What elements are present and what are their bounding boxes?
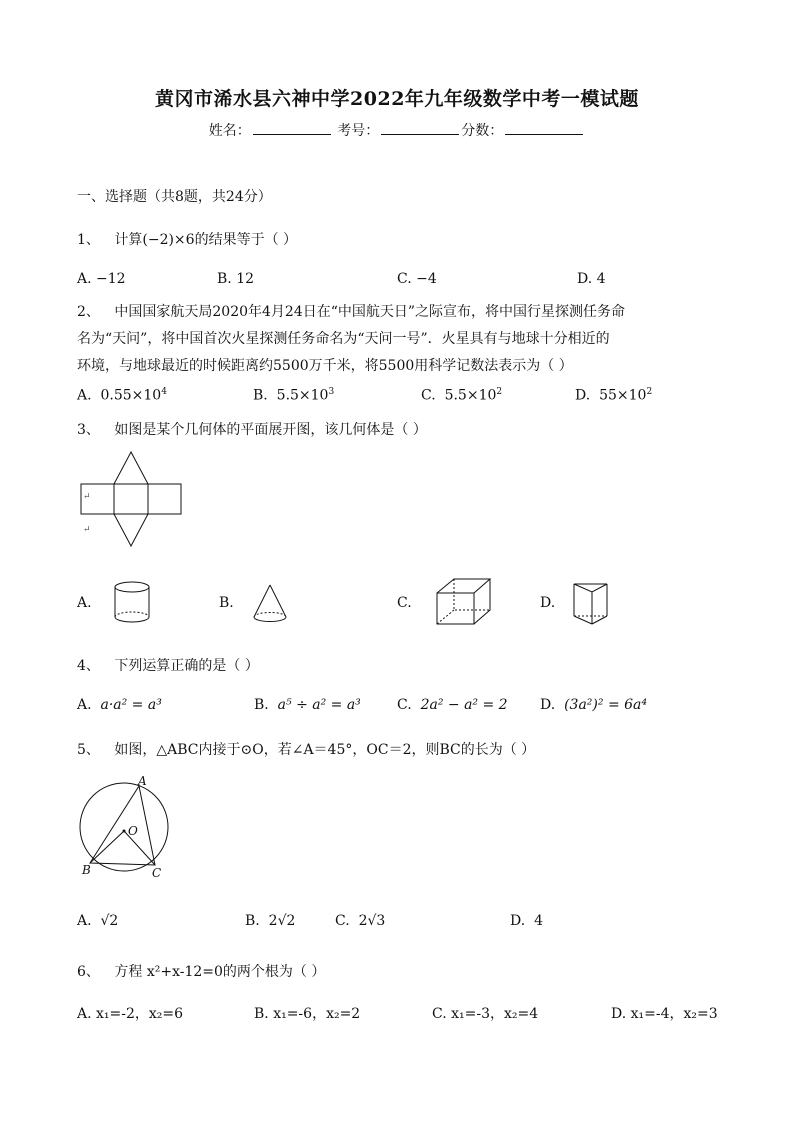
net-top-triangle	[114, 452, 148, 484]
name-blank[interactable]	[253, 120, 331, 135]
q2-number: 2、	[77, 304, 100, 320]
q4-option-d-expr: (3a²)² = 6a⁴	[564, 697, 647, 713]
q2-option-a-label: A.	[77, 387, 92, 404]
question-1	[77, 229, 297, 249]
return-mark-1: ↵	[83, 492, 91, 502]
q6-option-a[interactable]: A. x₁=-2，x₂=6	[77, 1006, 184, 1022]
q2-option-d-exp: 2	[646, 387, 653, 397]
q5-circle-figure	[78, 774, 188, 880]
q5-option-a-expr: √2	[100, 913, 119, 929]
net-rect-2	[114, 484, 148, 514]
q4-option-a[interactable]	[77, 697, 162, 713]
q2-option-a-exp: 4	[161, 387, 167, 397]
q6-option-c[interactable]: C. x₁=-3，x₂=4	[432, 1006, 539, 1022]
q5-option-b[interactable]	[245, 913, 295, 929]
q2-text-line-1: 中国国家航天局2020年4月24日在“中国航天日”之际宣布，将中国行星探测任务命	[114, 304, 626, 320]
q2-option-b-exp: 3	[328, 387, 335, 397]
q2-option-c[interactable]	[421, 387, 502, 404]
cube-icon	[436, 577, 496, 629]
q4-number: 4、	[77, 658, 100, 674]
question-4	[77, 655, 259, 675]
student-info-line	[0, 120, 794, 140]
q6-option-d[interactable]: D. x₁=-4，x₂=3	[611, 1006, 718, 1022]
q5-number: 5、	[77, 742, 100, 758]
q4-option-c-expr: 2a² − a² = 2	[420, 697, 508, 713]
q5-option-c-expr: 2√3	[358, 913, 386, 929]
q4-option-b-label: B.	[254, 697, 269, 713]
q2-text-line-3: 环境，与地球最近的时候距离约5500万千米，将5500用科学记数法表示为（ ）	[77, 358, 573, 374]
label-c: C	[152, 866, 162, 880]
q4-option-c-label: C.	[397, 697, 412, 713]
q5-option-d-label: D.	[510, 913, 526, 929]
q5-option-b-expr: 2√2	[268, 913, 296, 929]
q4-text: 下列运算正确的是（ ）	[114, 658, 259, 674]
q1-text-pre: 计算	[114, 232, 143, 248]
q5-option-c[interactable]	[335, 913, 385, 929]
q5-option-c-label: C.	[335, 913, 350, 929]
q2-option-a[interactable]	[77, 387, 167, 404]
q6-text: 方程 x²+x-12=0的两个根为（ ）	[114, 964, 326, 980]
q4-option-b-expr: a⁵ ÷ a² = a³	[277, 697, 361, 713]
q6-option-b[interactable]: B. x₁=-6，x₂=2	[254, 1006, 361, 1022]
q4-option-d[interactable]	[540, 697, 647, 713]
q2-option-b[interactable]	[253, 387, 334, 404]
exam-no-label: 考号：	[337, 123, 380, 139]
q5-option-d[interactable]	[510, 913, 543, 929]
q1-expression: (−2)×6	[142, 232, 195, 248]
net-bottom-triangle	[114, 514, 148, 546]
cylinder-icon	[114, 580, 154, 628]
q3-option-d[interactable]: D.	[540, 595, 556, 611]
q4-option-b[interactable]	[254, 697, 361, 713]
q2-text-line-2: 名为“天问”，将中国首次火星探测任务命名为“天问一号”．火星具有与地球十分相近的	[77, 331, 610, 347]
q2-option-d-label: D.	[575, 387, 591, 404]
q2-option-d-base: 55×10	[599, 387, 647, 404]
q5-text: 如图，△ABC内接于⊙O，若∠A＝45°，OC＝2，则BC的长为（ ）	[114, 742, 536, 758]
return-mark-2: ↵	[83, 525, 91, 535]
q1-text-post: 的结果等于（ ）	[194, 232, 298, 248]
q2-option-b-base: 5.5×10	[276, 387, 329, 404]
q1-option-c[interactable]: C. −4	[397, 271, 437, 287]
q2-option-a-base: 0.55×10	[100, 387, 162, 404]
section-heading: 一、选择题（共8题，共24分）	[77, 189, 272, 205]
q5-option-d-expr: 4	[534, 913, 544, 929]
q1-number: 1、	[77, 232, 100, 248]
q3-option-a[interactable]: A.	[77, 595, 92, 611]
q5-option-b-label: B.	[245, 913, 260, 929]
q3-option-c[interactable]: C.	[397, 595, 412, 611]
q2-option-c-exp: 2	[496, 387, 503, 397]
score-blank[interactable]	[505, 120, 583, 135]
q1-option-a[interactable]: A. −12	[77, 271, 126, 287]
q2-option-b-label: B.	[253, 387, 268, 404]
q3-option-b[interactable]: B.	[219, 595, 234, 611]
q4-option-c[interactable]	[397, 697, 508, 713]
label-b: B	[82, 863, 91, 877]
cone-icon	[252, 584, 296, 628]
q3-text: 如图是某个几何体的平面展开图，该几何体是（ ）	[114, 422, 427, 438]
score-label: 分数：	[461, 123, 504, 139]
q4-option-a-label: A.	[77, 697, 92, 713]
question-2-line-1	[77, 301, 625, 321]
q4-option-d-label: D.	[540, 697, 556, 713]
q2-option-c-base: 5.5×10	[444, 387, 497, 404]
q5-option-a[interactable]	[77, 913, 118, 929]
question-5	[77, 739, 535, 759]
q2-option-d[interactable]	[575, 387, 652, 404]
question-6	[77, 961, 325, 981]
q1-option-d[interactable]: D. 4	[577, 271, 606, 287]
question-3	[77, 419, 427, 439]
q6-number: 6、	[77, 964, 100, 980]
q4-option-a-expr: a·a² = a³	[100, 697, 162, 713]
name-label: 姓名：	[208, 123, 251, 139]
q1-option-b[interactable]: B. 12	[217, 271, 255, 287]
exam-no-blank[interactable]	[381, 120, 459, 135]
label-o: O	[128, 824, 138, 838]
q5-option-a-label: A.	[77, 913, 92, 929]
q3-net-figure	[80, 450, 200, 550]
exam-title: 黄冈市浠水县六神中学2022年九年级数学中考一模试题	[155, 88, 639, 110]
triangular-prism-icon	[571, 580, 615, 630]
q2-option-c-label: C.	[421, 387, 436, 404]
net-rect-3	[148, 484, 181, 514]
q3-number: 3、	[77, 422, 100, 438]
label-a: A	[138, 774, 147, 788]
